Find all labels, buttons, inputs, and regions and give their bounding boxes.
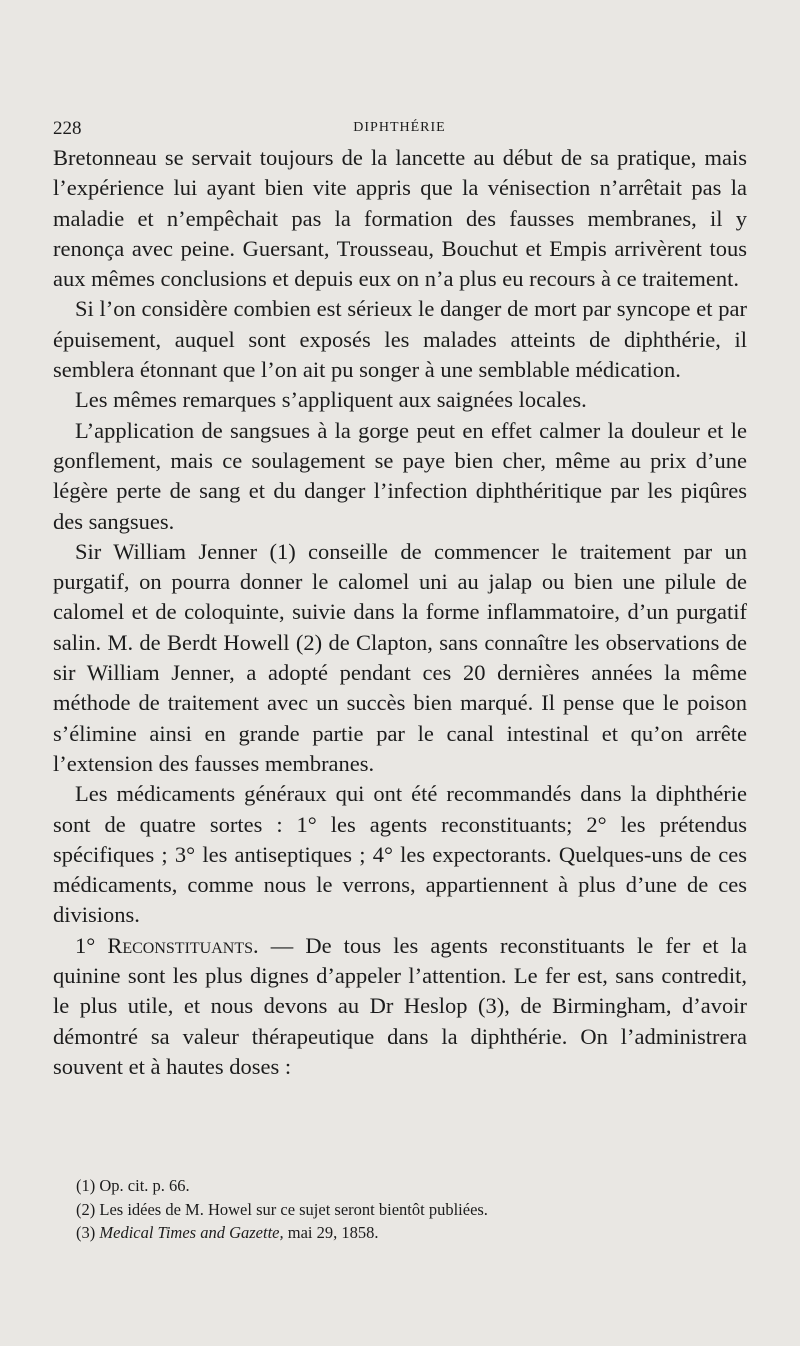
- paragraph: Les mêmes remarques s’appliquent aux saignées locales.: [75, 387, 587, 413]
- footnote-date: mai 29, 1858.: [283, 1223, 379, 1242]
- footnotes: [76, 1174, 736, 1245]
- paragraph: Les médicaments généraux qui ont été recommandés dans la diphthérie sont de quatre sortes : 1° les agents reconstituants; 2° les prétendus spécifiques ; 3° les antiseptiques ; 4° les expectorants. Quelques-uns de ces médicaments, comme nous le verrons, appartiennent à plus d’une de ces divisions.: [53, 781, 747, 928]
- body-text: [53, 143, 747, 1082]
- paragraph-reconstituants: [53, 931, 747, 1082]
- footnote-1: (1) Op. cit. p. 66.: [76, 1176, 190, 1195]
- footnote-3: [76, 1221, 736, 1245]
- paragraph: Bretonneau se servait toujours de la lancette au début de sa pratique, mais l’expérience lui ayant bien vite appris que la vénisection n’arrêtait pas la maladie et n’empêchait pas la formation des fausses membranes, il y renonça avec peine. Guersant, Trousseau, Bouchut et Empis arrivèrent tous aux mêmes conclusions et depuis eux on n’a plus eu recours à ce traitement.: [53, 145, 747, 292]
- paragraph: Si l’on considère combien est sérieux le danger de mort par syncope et par épuisement, auquel sont exposés les malades atteints de diphthérie, il semblera étonnant que l’on ait pu songer à une semblable médication.: [53, 296, 747, 383]
- paragraph: Sir William Jenner (1) conseille de commencer le traitement par un purgatif, on pourra donner le calomel uni au jalap ou bien une pilule de calomel et de coloquinte, suivie dans la forme inflammatoire, d’un purgatif salin. M. de Berdt Howell (2) de Clapton, sans connaître les observations de sir William Jenner, a adopté pendant ces 20 dernières années la même méthode de traitement avec un succès bien marqué. Il pense que le poison s’élimine ainsi en grande partie par le canal intestinal et qu’on arrête l’extension des fausses membranes.: [53, 538, 747, 776]
- footnote-marker: (3): [76, 1223, 100, 1242]
- paragraph-text: — De tous les agents reconstituants le fer et la quinine sont les plus dignes d’appeler l’attention. Le fer est, sans contredit, le plus utile, et nous devons au Dr Heslop (3), de Birmingham, d’avoir démontré sa valeur thérapeutique dans la diphthérie. On l’administrera souvent et à hautes doses :: [53, 932, 748, 1079]
- running-title: DIPHTHÉRIE: [353, 120, 446, 135]
- page-number: 228: [53, 118, 82, 139]
- section-heading: 1° Reconstituants.: [75, 932, 259, 958]
- page-header: [53, 118, 746, 142]
- journal-title: Medical Times and Gazette,: [99, 1223, 284, 1242]
- paragraph: L’application de sangsues à la gorge peut en effet calmer la douleur et le gonflement, mais ce soulagement se paye bien cher, même au prix d’une légère perte de sang et du danger l’infection diphthéritique par les piqûres des sangsues.: [53, 417, 747, 534]
- footnote-2: (2) Les idées de M. Howel sur ce sujet seront bientôt publiées.: [76, 1199, 488, 1219]
